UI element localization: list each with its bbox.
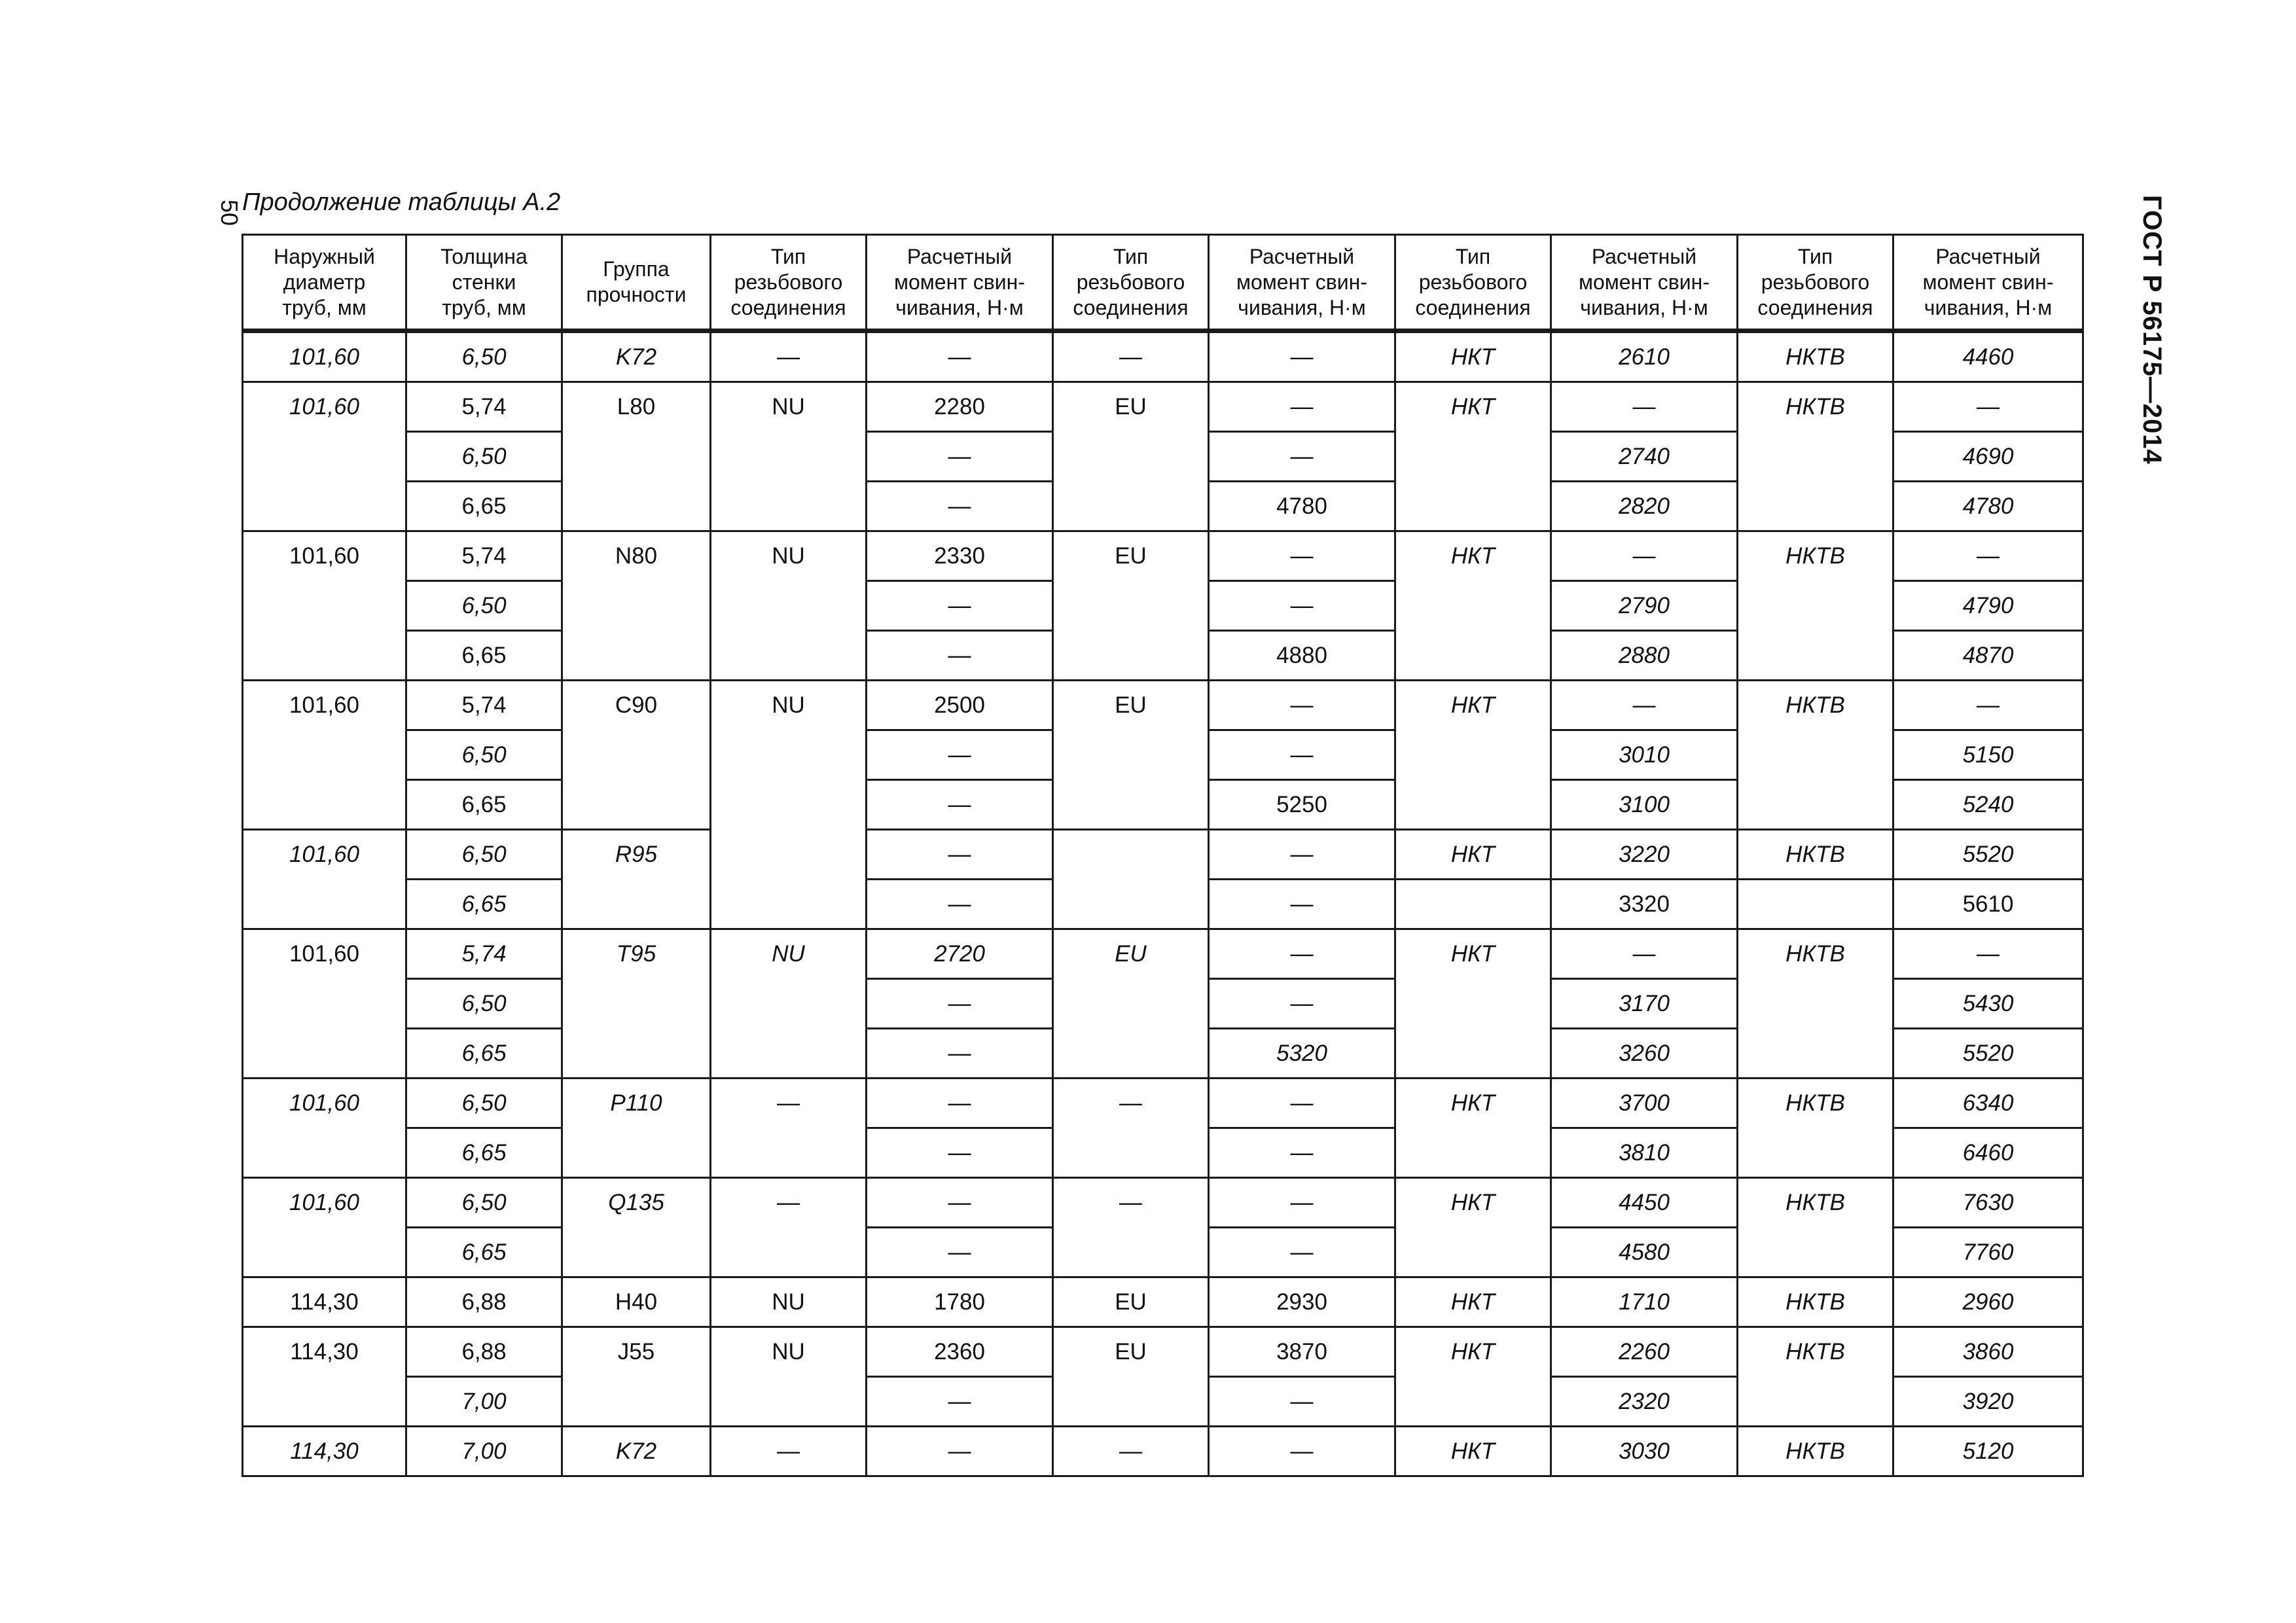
table-cell: 4780 [1209, 482, 1395, 531]
table-cell: 5,74 [406, 681, 562, 730]
table-cell: R95 [562, 830, 711, 929]
table-cell: НКТ [1395, 1079, 1551, 1178]
table-cell: — [1209, 1228, 1395, 1277]
table-cell: — [867, 830, 1053, 880]
table-cell: 2820 [1551, 482, 1738, 531]
table-cell: 6,50 [406, 1079, 562, 1128]
table-cell: 2740 [1551, 432, 1738, 482]
table-cell: 101,60 [243, 382, 406, 531]
table-cell: 3320 [1551, 880, 1738, 929]
table-cell: — [1209, 1178, 1395, 1228]
table-cell: — [1893, 531, 2083, 581]
table-cell: EU [1053, 929, 1209, 1079]
table-cell: — [1209, 531, 1395, 581]
table-row [243, 331, 2083, 382]
table-cell: 5610 [1893, 880, 2083, 929]
table-cell: 101,60 [243, 331, 406, 382]
table-cell: НКТ [1395, 681, 1551, 830]
table-cell: 6,65 [406, 482, 562, 531]
table-cell: 2880 [1551, 631, 1738, 681]
table-cell: 6,50 [406, 979, 562, 1029]
table-cell: 6,88 [406, 1327, 562, 1377]
table-cell: 3100 [1551, 780, 1738, 830]
table-cell: — [1551, 531, 1738, 581]
table-cell: 101,60 [243, 1079, 406, 1178]
table-cell: — [867, 1079, 1053, 1128]
table-cell: 5240 [1893, 780, 2083, 830]
table-cell: 2330 [867, 531, 1053, 581]
table-cell: 6340 [1893, 1079, 2083, 1128]
table-cell: 5,74 [406, 929, 562, 979]
table-cell [1738, 880, 1893, 929]
table-cell: NU [711, 1277, 867, 1327]
col-header-torque-4: Расчетный момент свин- чивания, Н·м [1893, 235, 2083, 331]
table-cell: H40 [562, 1277, 711, 1327]
table-cell: 3260 [1551, 1029, 1738, 1079]
table-cell: 4870 [1893, 631, 2083, 681]
table-cell: НКТВ [1738, 382, 1893, 531]
table-row [243, 681, 2083, 730]
table-cell: J55 [562, 1327, 711, 1427]
table-cell: НКТВ [1738, 1427, 1893, 1476]
table-caption: Продолжение таблицы А.2 [242, 188, 561, 216]
table-cell: 1780 [867, 1277, 1053, 1327]
table-cell: 3220 [1551, 830, 1738, 880]
table-row [243, 1327, 2083, 1377]
table-cell: — [711, 1079, 867, 1178]
table-cell: — [711, 1427, 867, 1476]
table-cell: — [1209, 331, 1395, 382]
table-cell: 6,65 [406, 1128, 562, 1178]
table-cell: — [1209, 681, 1395, 730]
table-cell: 101,60 [243, 929, 406, 1079]
table-cell: 101,60 [243, 531, 406, 681]
col-header-torque-3: Расчетный момент свин- чивания, Н·м [1551, 235, 1738, 331]
table-cell: NU [711, 531, 867, 681]
table-cell: 3920 [1893, 1377, 2083, 1427]
table-cell: — [1209, 830, 1395, 880]
table-cell: 4460 [1893, 331, 2083, 382]
table-cell: 3170 [1551, 979, 1738, 1029]
table-cell: 101,60 [243, 1178, 406, 1277]
table-cell: NU [711, 681, 867, 929]
table-cell: 6,50 [406, 331, 562, 382]
table-cell: НКТ [1395, 1427, 1551, 1476]
table-cell: НКТ [1395, 1327, 1551, 1427]
table-row [243, 1178, 2083, 1228]
table-cell: 7630 [1893, 1178, 2083, 1228]
table-cell: — [867, 1029, 1053, 1079]
table-cell: 6,65 [406, 1029, 562, 1079]
table-cell: — [1053, 1079, 1209, 1178]
table-cell: — [1893, 382, 2083, 432]
table-cell: 4450 [1551, 1178, 1738, 1228]
table-body [243, 331, 2083, 1476]
table-cell: — [867, 432, 1053, 482]
col-header-thread-type-1: Тип резьбового соединения [711, 235, 867, 331]
table-cell: EU [1053, 531, 1209, 681]
table-cell: — [1209, 581, 1395, 631]
table-cell: EU [1053, 382, 1209, 531]
table-cell: — [1551, 929, 1738, 979]
table-cell: — [1053, 1178, 1209, 1277]
table-cell: K72 [562, 331, 711, 382]
table-cell: C90 [562, 681, 711, 830]
table-cell: EU [1053, 1277, 1209, 1327]
table-cell: 5150 [1893, 730, 2083, 780]
table-cell: 4780 [1893, 482, 2083, 531]
table-cell: 4880 [1209, 631, 1395, 681]
table-cell: НКТВ [1738, 331, 1893, 382]
table-cell: 6,50 [406, 1178, 562, 1228]
table-cell: НКТВ [1738, 681, 1893, 830]
table-cell: 6,65 [406, 880, 562, 929]
table-cell: 6,65 [406, 1228, 562, 1277]
table-cell: — [867, 581, 1053, 631]
table-cell: — [867, 1228, 1053, 1277]
table-cell: 7760 [1893, 1228, 2083, 1277]
table-cell: — [867, 631, 1053, 681]
table-cell: 3870 [1209, 1327, 1395, 1377]
table-cell: 2960 [1893, 1277, 2083, 1327]
table-cell: — [1209, 1427, 1395, 1476]
table-cell: — [1209, 382, 1395, 432]
col-header-thread-type-3: Тип резьбового соединения [1395, 235, 1551, 331]
table-cell: НКТВ [1738, 830, 1893, 880]
col-header-thread-type-2: Тип резьбового соединения [1053, 235, 1209, 331]
table-header-row [243, 235, 2083, 331]
table-cell: 2260 [1551, 1327, 1738, 1377]
table-cell: 3010 [1551, 730, 1738, 780]
table-cell: — [1209, 929, 1395, 979]
table-cell: — [867, 1128, 1053, 1178]
table-cell [1053, 830, 1209, 929]
table-cell: — [867, 1377, 1053, 1427]
table-cell: — [1551, 382, 1738, 432]
table-cell: НКТ [1395, 331, 1551, 382]
col-header-torque-1: Расчетный момент свин- чивания, Н·м [867, 235, 1053, 331]
table-cell: — [867, 331, 1053, 382]
table-cell: EU [1053, 1327, 1209, 1427]
table-cell: — [1893, 681, 2083, 730]
table-cell: 5430 [1893, 979, 2083, 1029]
table-cell: — [1209, 1128, 1395, 1178]
table-cell: 2320 [1551, 1377, 1738, 1427]
table-cell: 2720 [867, 929, 1053, 979]
table-cell: НКТВ [1738, 1178, 1893, 1277]
table-cell: 5,74 [406, 531, 562, 581]
table-row [243, 830, 2083, 880]
table-cell: T95 [562, 929, 711, 1079]
table-cell: 6,88 [406, 1277, 562, 1327]
table-cell: — [1209, 432, 1395, 482]
table-row [243, 1079, 2083, 1128]
table-cell: Q135 [562, 1178, 711, 1277]
table-cell: НКТ [1395, 382, 1551, 531]
table-cell: — [867, 780, 1053, 830]
table-cell: НКТВ [1738, 1277, 1893, 1327]
table-cell: — [711, 1178, 867, 1277]
table-cell: 6,50 [406, 730, 562, 780]
table-cell: 3860 [1893, 1327, 2083, 1377]
col-header-strength-group: Группа прочности [562, 235, 711, 331]
table-cell: 101,60 [243, 830, 406, 929]
table-cell: — [867, 1178, 1053, 1228]
table-cell: 114,30 [243, 1327, 406, 1427]
table-cell: 114,30 [243, 1277, 406, 1327]
table-cell: — [1209, 1079, 1395, 1128]
table-cell: 7,00 [406, 1427, 562, 1476]
table-cell: 6,50 [406, 581, 562, 631]
table-cell: 2360 [867, 1327, 1053, 1377]
table-cell: НКТВ [1738, 929, 1893, 1079]
table-cell: 6,65 [406, 780, 562, 830]
table-cell: NU [711, 929, 867, 1079]
table-row [243, 382, 2083, 432]
table-cell: 101,60 [243, 681, 406, 830]
col-header-thread-type-4: Тип резьбового соединения [1738, 235, 1893, 331]
table-cell: — [1551, 681, 1738, 730]
table-cell: 5,74 [406, 382, 562, 432]
table-cell: 3030 [1551, 1427, 1738, 1476]
table-cell: 5320 [1209, 1029, 1395, 1079]
table-cell: — [1209, 730, 1395, 780]
table-cell: НКТ [1395, 531, 1551, 681]
table-cell: 5120 [1893, 1427, 2083, 1476]
table-row [243, 1277, 2083, 1327]
table-cell [1395, 880, 1551, 929]
table-cell: 2610 [1551, 331, 1738, 382]
table-row [243, 1427, 2083, 1476]
table-cell: NU [711, 1327, 867, 1427]
torque-table [242, 234, 2084, 1477]
table-cell: 1710 [1551, 1277, 1738, 1327]
table-row [243, 531, 2083, 581]
table-cell: EU [1053, 681, 1209, 830]
table-cell: — [867, 979, 1053, 1029]
table-cell: 4580 [1551, 1228, 1738, 1277]
table-cell: 3810 [1551, 1128, 1738, 1178]
table-cell: 4790 [1893, 581, 2083, 631]
table-cell: 7,00 [406, 1377, 562, 1427]
table-cell: 3700 [1551, 1079, 1738, 1128]
table-cell: 5520 [1893, 830, 2083, 880]
col-header-torque-2: Расчетный момент свин- чивания, Н·м [1209, 235, 1395, 331]
table-cell: — [1053, 331, 1209, 382]
table-cell: — [867, 730, 1053, 780]
table-cell: NU [711, 382, 867, 531]
table-cell: 5520 [1893, 1029, 2083, 1079]
table-cell: НКТ [1395, 1178, 1551, 1277]
standard-designation: ГОСТ Р 56175—2014 [2138, 195, 2166, 465]
table-cell: НКТВ [1738, 531, 1893, 681]
table-row [243, 929, 2083, 979]
table-cell: — [1893, 929, 2083, 979]
table-cell: K72 [562, 1427, 711, 1476]
table-cell: НКТ [1395, 1277, 1551, 1327]
table-cell: — [1209, 880, 1395, 929]
table-cell: НКТВ [1738, 1327, 1893, 1427]
table-cell: — [867, 482, 1053, 531]
table-cell: 6460 [1893, 1128, 2083, 1178]
table-cell: — [867, 880, 1053, 929]
col-header-outer-diameter: Наружный диаметр труб, мм [243, 235, 406, 331]
table-cell: — [1209, 979, 1395, 1029]
table-cell: НКТ [1395, 929, 1551, 1079]
table-cell: — [711, 331, 867, 382]
table-cell: — [1053, 1427, 1209, 1476]
table-cell: НКТВ [1738, 1079, 1893, 1178]
table-cell: НКТ [1395, 830, 1551, 880]
table-cell: 2500 [867, 681, 1053, 730]
table-cell: 2280 [867, 382, 1053, 432]
page-number: 50 [216, 199, 243, 226]
table-cell: L80 [562, 382, 711, 531]
table-cell: N80 [562, 531, 711, 681]
table-cell: 5250 [1209, 780, 1395, 830]
col-header-wall-thickness: Толщина стенки труб, мм [406, 235, 562, 331]
table-cell: 6,50 [406, 830, 562, 880]
table-cell: 4690 [1893, 432, 2083, 482]
table-cell: — [867, 1427, 1053, 1476]
table-cell: — [1209, 1377, 1395, 1427]
table-cell: 6,65 [406, 631, 562, 681]
table-cell: 114,30 [243, 1427, 406, 1476]
table-cell: 2790 [1551, 581, 1738, 631]
table-cell: 6,50 [406, 432, 562, 482]
table-cell: 2930 [1209, 1277, 1395, 1327]
table-cell: P110 [562, 1079, 711, 1178]
